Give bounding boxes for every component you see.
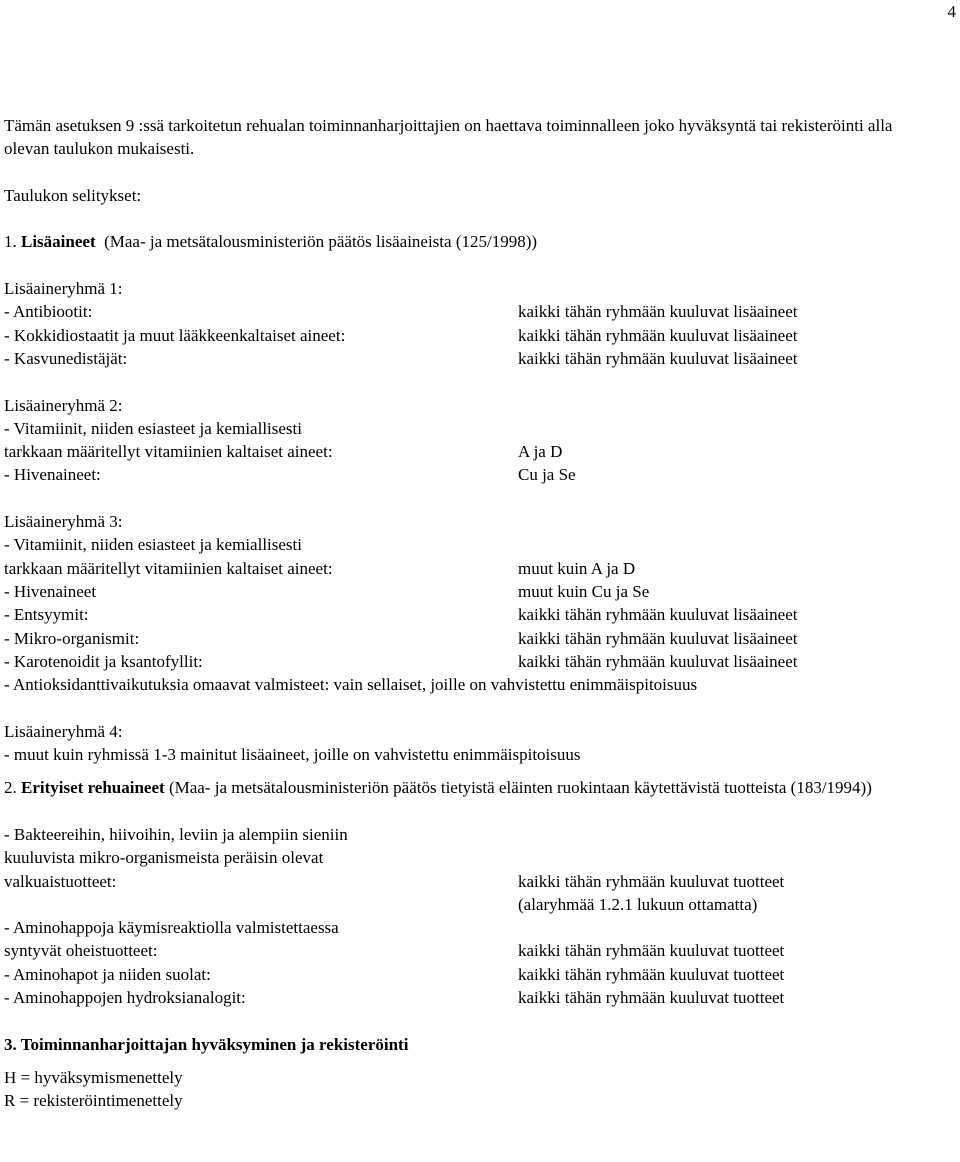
- section-2-row: [4, 939, 924, 962]
- group-2-row: [4, 440, 924, 463]
- group-3-row: [4, 603, 924, 626]
- row-value: Cu ja Se: [518, 465, 576, 485]
- group-3-antioxidants: - Antioksidanttivaikutuksia omaavat valmisteet: vain sellaiset, joille on vahvistettu enimmäispitoisuus: [4, 675, 698, 695]
- row-value: kaikki tähän ryhmään kuuluvat lisäaineet: [518, 605, 798, 625]
- row-label: tarkkaan määritellyt vitamiinien kaltaiset aineet:: [4, 558, 333, 578]
- abbreviation-r: R = rekisteröintimenettely: [4, 1091, 183, 1111]
- section-2-bacteria-exception: (alaryhmää 1.2.1 lukuun ottamatta): [518, 894, 758, 914]
- section-1-heading: [4, 230, 924, 253]
- group-1-row: [4, 347, 924, 370]
- row-label: tarkkaan määritellyt vitamiinien kaltaiset aineet:: [4, 442, 333, 462]
- row-label: - Karotenoidit ja ksantofyllit:: [4, 651, 203, 671]
- abbreviation-h: H = hyväksymismenettely: [4, 1067, 183, 1087]
- row-value: kaikki tähän ryhmään kuuluvat tuotteet: [518, 964, 785, 984]
- row-label: - Entsyymit:: [4, 605, 89, 625]
- section-2-row: [4, 963, 924, 986]
- row-value: kaikki tähän ryhmään kuuluvat tuotteet: [518, 941, 785, 961]
- section-2-bacteria-line-1: - Bakteereihin, hiivoihin, leviin ja alempiin sieniin: [4, 824, 348, 844]
- legend-title: Taulukon selitykset:: [4, 185, 142, 205]
- group-3-vitamins-line-1: - Vitamiinit, niiden esiasteet ja kemiallisesti: [4, 535, 302, 555]
- row-value: kaikki tähän ryhmään kuuluvat lisäaineet: [518, 302, 798, 322]
- section-1-note: (Maa- ja metsätalousministeriön päätös lisäaineista (125/1998)): [104, 232, 538, 252]
- document-body: [4, 114, 924, 1112]
- row-label: - Hivenaineet:: [4, 465, 101, 485]
- section-2-bacteria-line-2: kuuluvista mikro-organismeista peräisin olevat: [4, 848, 324, 868]
- intro-paragraph: Tämän asetuksen 9 :ssä tarkoitetun rehualan toiminnanharjoittajien on haettava toiminnalleen joko hyväksyntä tai rekisteröinti alla olevan taulukon mukaisesti.: [4, 116, 893, 159]
- group-1-row: [4, 324, 924, 347]
- row-label: - Aminohapot ja niiden suolat:: [4, 964, 211, 984]
- group-1-row: [4, 300, 924, 323]
- group-2-vitamins-line-1: - Vitamiinit, niiden esiasteet ja kemiallisesti: [4, 418, 302, 438]
- row-value: A ja D: [518, 442, 563, 462]
- section-2-heading: [4, 776, 924, 799]
- section-2-row: [4, 986, 924, 1009]
- group-2-row: [4, 463, 924, 486]
- row-label: valkuaistuotteet:: [4, 871, 117, 891]
- row-value: kaikki tähän ryhmään kuuluvat lisäaineet: [518, 348, 798, 368]
- row-label: - Kokkidiostaatit ja muut lääkkeenkaltaiset aineet:: [4, 325, 346, 345]
- group-4-text: - muut kuin ryhmissä 1-3 mainitut lisäaineet, joille on vahvistettu enimmäispitoisuus: [4, 745, 581, 765]
- group-1-title: Lisäaineryhmä 1:: [4, 279, 123, 299]
- row-label: - Antibiootit:: [4, 302, 93, 322]
- row-value: muut kuin A ja D: [518, 558, 636, 578]
- row-value: kaikki tähän ryhmään kuuluvat tuotteet: [518, 871, 785, 891]
- section-2-title: Erityiset rehuaineet: [21, 778, 165, 798]
- row-label: - Mikro-organismit:: [4, 628, 140, 648]
- row-label: - Hivenaineet: [4, 581, 97, 601]
- section-2-row: [4, 870, 924, 893]
- row-label: - Aminohappojen hydroksianalogit:: [4, 987, 246, 1007]
- row-value: kaikki tähän ryhmään kuuluvat lisäaineet: [518, 325, 798, 345]
- section-1-title: Lisäaineet: [21, 232, 96, 252]
- section-1-number: 1.: [4, 232, 17, 252]
- row-label: - Kasvunedistäjät:: [4, 348, 128, 368]
- page-number: 4: [947, 2, 956, 21]
- group-3-row: [4, 580, 924, 603]
- row-value: kaikki tähän ryhmään kuuluvat lisäaineet: [518, 651, 798, 671]
- row-value: kaikki tähän ryhmään kuuluvat lisäaineet: [518, 628, 798, 648]
- group-3-row: [4, 650, 924, 673]
- row-value: muut kuin Cu ja Se: [518, 581, 650, 601]
- group-2-title: Lisäaineryhmä 2:: [4, 395, 123, 415]
- group-3-row: [4, 557, 924, 580]
- row-value: kaikki tähän ryhmään kuuluvat tuotteet: [518, 987, 785, 1007]
- section-2-note: (Maa- ja metsätalousministeriön päätös tietyistä eläinten ruokintaan käytettävistä tuotteista (183/1994)): [168, 778, 872, 798]
- group-4-title: Lisäaineryhmä 4:: [4, 721, 123, 741]
- section-2-number: 2.: [4, 778, 17, 798]
- section-3-heading: 3. Toiminnanharjoittajan hyväksyminen ja rekisteröinti: [4, 1034, 409, 1054]
- section-2-amino-line-1: - Aminohappoja käymisreaktiolla valmistettaessa: [4, 918, 339, 938]
- group-3-title: Lisäaineryhmä 3:: [4, 512, 123, 532]
- group-3-row: [4, 627, 924, 650]
- row-label: syntyvät oheistuotteet:: [4, 941, 158, 961]
